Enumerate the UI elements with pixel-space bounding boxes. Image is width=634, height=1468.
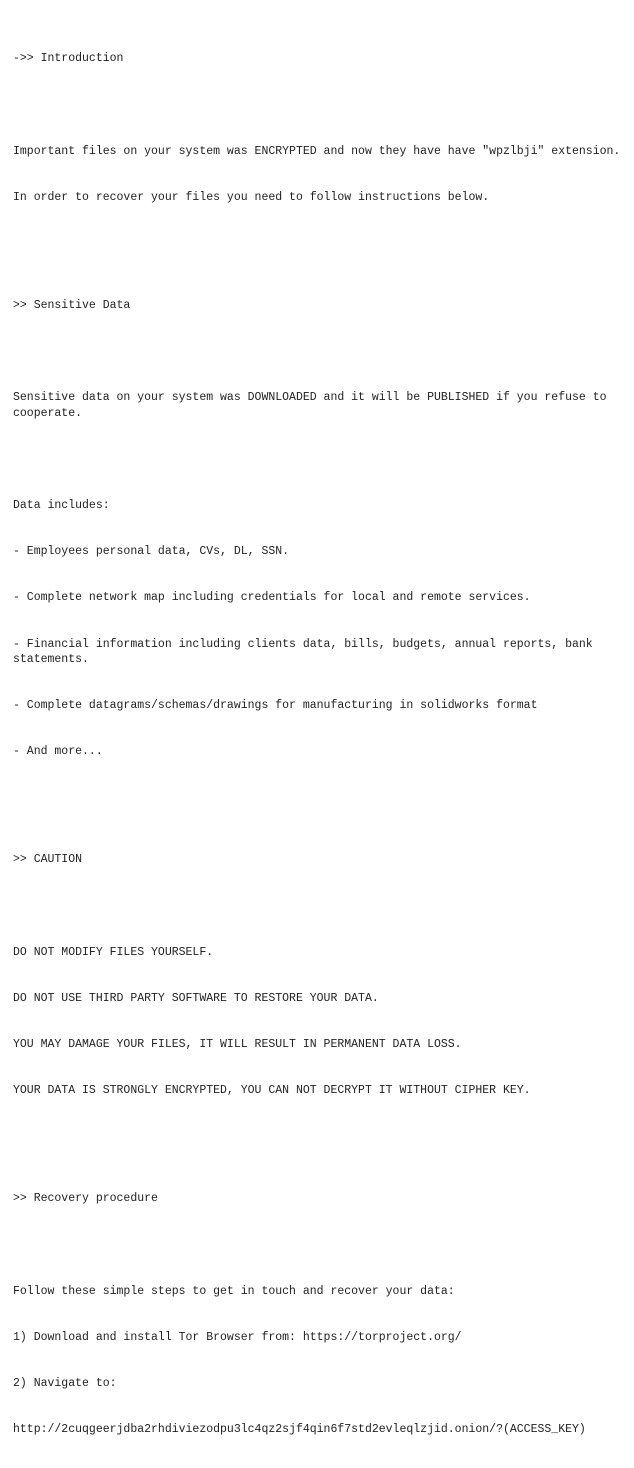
recovery-intro: Follow these simple steps to get in touch and recover your data: [13,1284,455,1298]
data-includes-label: Data includes: [13,498,110,512]
ransom-note-document [13,5,629,1468]
spacer [13,1130,629,1145]
list-item: - Financial information including clients data, bills, budgets, annual reports, bank statements. [13,637,600,666]
spacer [13,791,629,806]
intro-heading: ->> Introduction [13,52,124,66]
recovery-heading: >> Recovery procedure [13,1192,158,1206]
caution-line: YOUR DATA IS STRONGLY ENCRYPTED, YOU CAN NOT DECRYPT IT WITHOUT CIPHER KEY. [13,1084,531,1098]
recovery-step-1: 1) Download and install Tor Browser from: https://torproject.org/ [13,1330,462,1344]
spacer [13,97,629,112]
list-item: - Complete network map including credentials for local and remote services. [13,591,531,605]
sensitive-heading: >> Sensitive Data [13,298,131,312]
intro-paragraph-instructions: In order to recover your files you need to follow instructions below. [13,190,490,204]
onion-url: http://2cuqgeerjdba2rhdiviezodpu3lc4qz2sjf4qin6f7std2evleqlzjid.onion/?(ACCESS_KEY) [13,1423,586,1437]
caution-line: DO NOT MODIFY FILES YOURSELF. [13,945,214,959]
caution-line: YOU MAY DAMAGE YOUR FILES, IT WILL RESULT IN PERMANENT DATA LOSS. [13,1038,462,1052]
sensitive-paragraph: Sensitive data on your system was DOWNLOADED and it will be PUBLISHED if you refuse to cooperate. [13,391,614,420]
list-item: - Employees personal data, CVs, DL, SSN. [13,545,290,559]
spacer [13,1237,629,1252]
caution-line: DO NOT USE THIRD PARTY SOFTWARE TO RESTORE YOUR DATA. [13,991,379,1005]
recovery-step-2: 2) Navigate to: [13,1377,117,1391]
caution-heading: >> CAUTION [13,853,83,867]
spacer [13,898,629,913]
spacer [13,452,629,467]
intro-paragraph-encrypted: Important files on your system was ENCRYPTED and now they have have "wpzlbji" extension. [13,144,621,158]
list-item: - Complete datagrams/schemas/drawings for manufacturing in solidworks format [13,699,538,713]
spacer [13,236,629,251]
spacer [13,344,629,359]
list-item: - And more... [13,745,103,759]
